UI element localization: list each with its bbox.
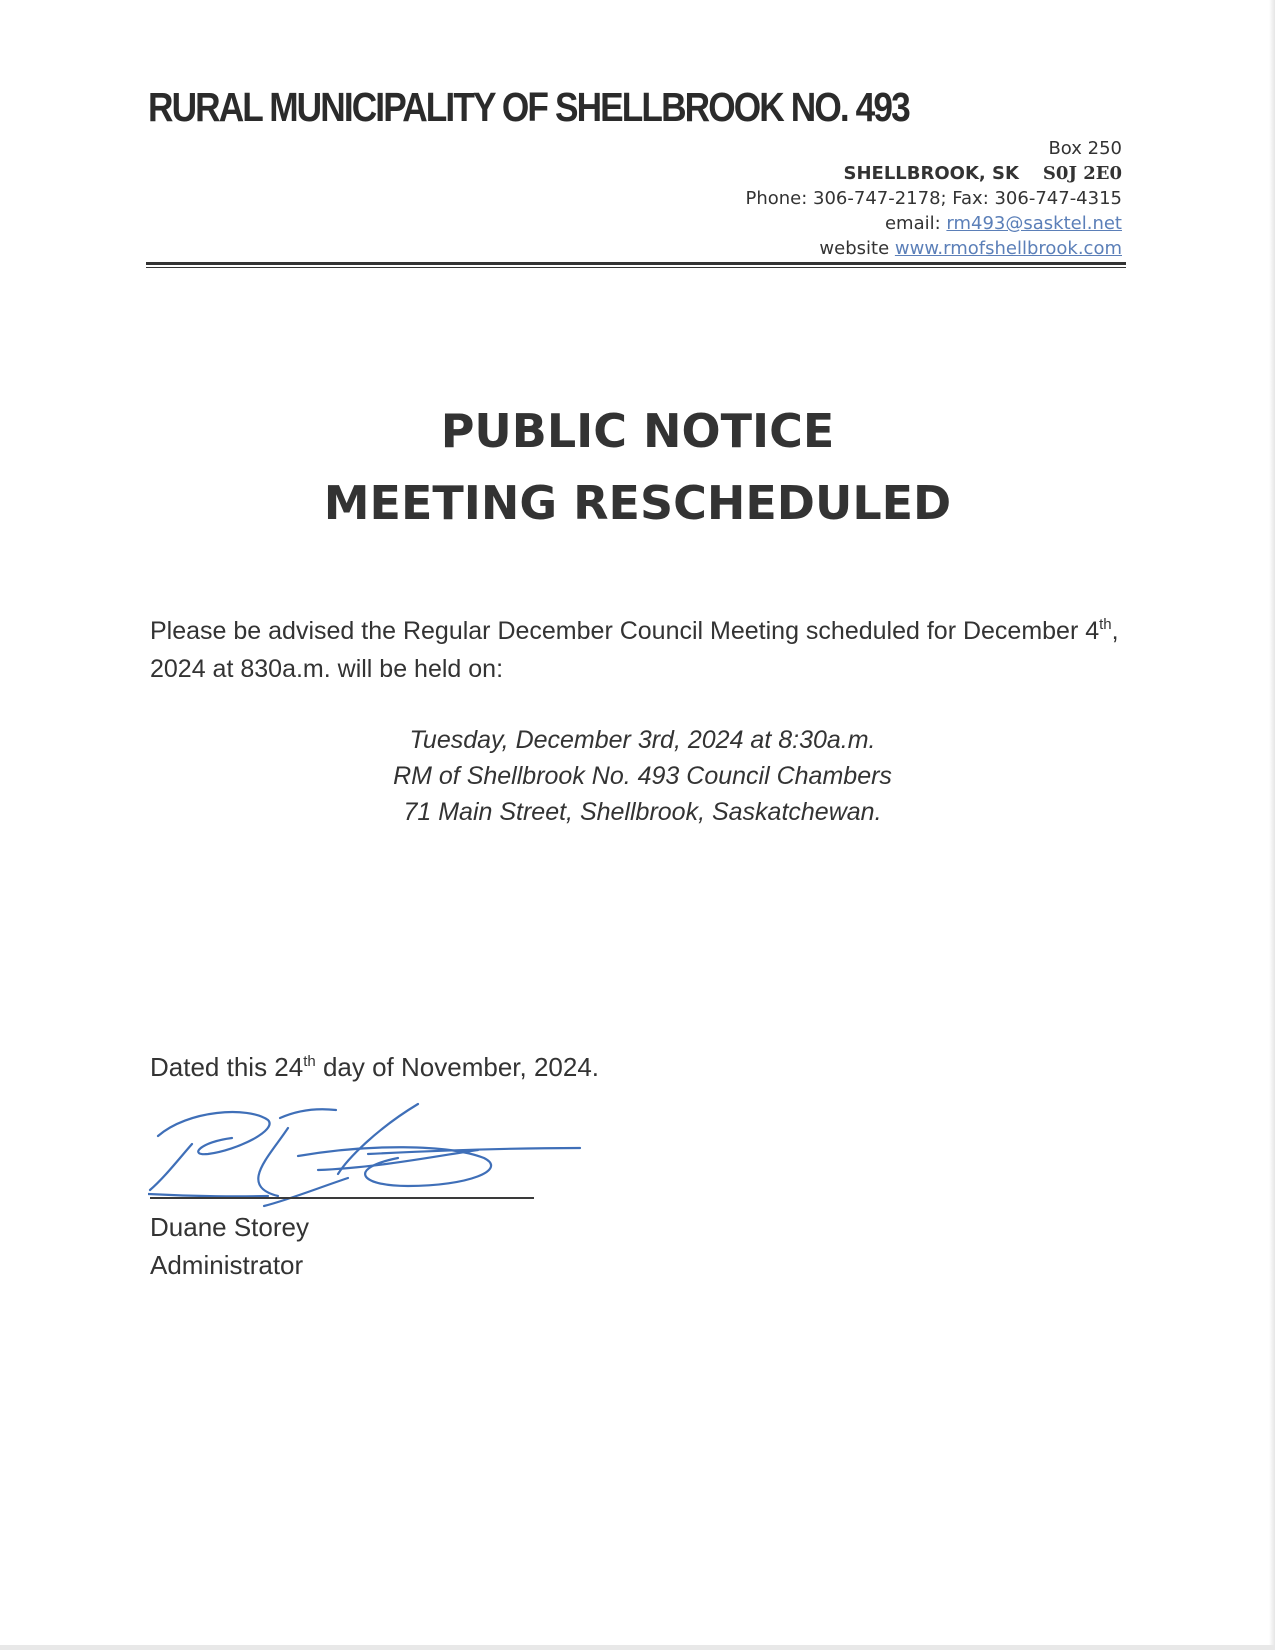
dated-ordinal: th [303, 1053, 316, 1070]
phone-fax: Phone: 306-747-2178; Fax: 306-747-4315 [745, 188, 1122, 209]
meeting-date: Tuesday, December 3rd, 2024 at 8:30a.m. [409, 726, 876, 754]
website-line [745, 236, 1122, 261]
municipality-name: RURAL MUNICIPALITY OF SHELLBROOK NO. 493 [148, 84, 909, 130]
body-ordinal: th [1099, 616, 1112, 633]
handwritten-signature [148, 1098, 618, 1208]
email-link[interactable]: rm493@sasktel.net [946, 213, 1122, 234]
email-line [745, 211, 1122, 236]
body-text-part2: , 2024 at 830a.m. will be held on: [150, 617, 1119, 683]
scan-bottom-shadow [0, 1645, 1275, 1650]
dated-part1: Dated this 24 [150, 1052, 304, 1082]
signatory-name: Duane Storey [150, 1212, 309, 1242]
city-postal-line [745, 161, 1122, 186]
dated-line [150, 1052, 599, 1083]
scan-edge-shadow [1269, 0, 1275, 1650]
website-link[interactable]: www.rmofshellbrook.com [894, 238, 1122, 259]
notice-subtitle: MEETING RESCHEDULED [323, 476, 952, 530]
email-label: email: [884, 213, 947, 234]
notice-body [150, 612, 1130, 688]
city: SHELLBROOK, SK [843, 163, 1019, 184]
contact-block [745, 136, 1122, 261]
header-rule [146, 262, 1126, 265]
meeting-details [0, 722, 1275, 830]
signatory-title: Administrator [150, 1250, 304, 1280]
notice-title: PUBLIC NOTICE [440, 404, 835, 458]
signature-line [150, 1197, 534, 1199]
header-rule-thin [146, 267, 1126, 268]
dated-part2: day of November, 2024. [315, 1052, 600, 1082]
meeting-venue: RM of Shellbrook No. 493 Council Chambers [393, 762, 892, 790]
meeting-address: 71 Main Street, Shellbrook, Saskatchewan. [403, 798, 882, 826]
website-label: website [819, 238, 895, 259]
box-number: Box 250 [1048, 138, 1122, 159]
body-text-part1: Please be advised the Regular December Council Meeting scheduled for December 4 [150, 617, 1100, 645]
signatory-block [150, 1208, 309, 1284]
postal-code: S0J 2E0 [1042, 163, 1122, 184]
